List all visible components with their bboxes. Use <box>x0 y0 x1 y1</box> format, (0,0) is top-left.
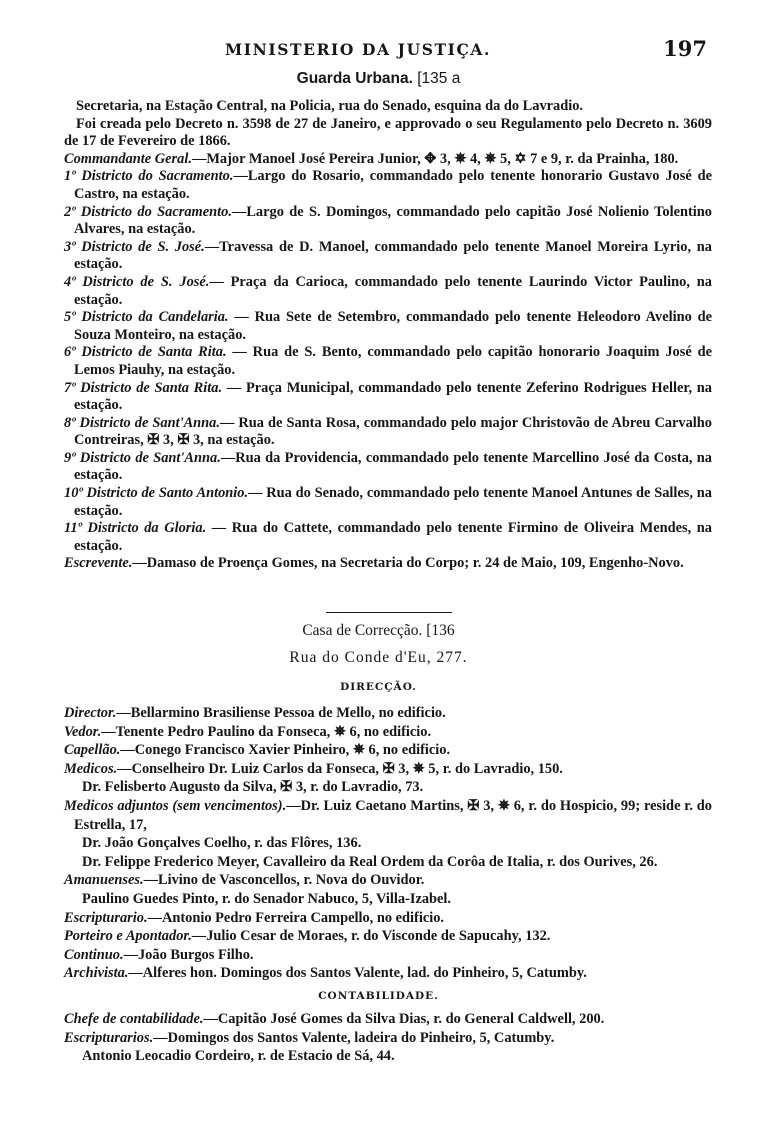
entry-text: —Tenente Pedro Paulino da Fonseca, ✵ 6, no edificio. <box>101 723 432 740</box>
entry-text: —Dr. Luiz Caetano Martins, ✠ 3, ✵ 6, r. do Hospicio, 99; reside r. do Estrella, 17, <box>74 797 712 833</box>
entry-text: —Livino de Vasconcellos, r. Nova do Ouvidor. <box>143 872 425 889</box>
list-item <box>64 239 712 274</box>
entry-text: Antonio Leocadio Cordeiro, r. de Estacio de Sá, 44. <box>82 1048 395 1065</box>
paragraph <box>64 116 712 151</box>
entry-label: 6º Districto de Santa Rita. <box>64 344 227 361</box>
entry-text: — Rua do Senado, commandado pelo tenente Manoel Antunes de Salles, na estação. <box>74 485 712 519</box>
list-item <box>64 555 712 573</box>
section-address: Rua do Conde d'Eu, 277. <box>289 649 468 666</box>
entry-text: — Rua Sete de Setembro, commandado pelo tenente Heleodoro Avelino de Souza Monteiro, na estação. <box>74 309 713 343</box>
list-item <box>64 274 712 309</box>
page-number: 197 <box>663 36 707 61</box>
entry-text: — Rua do Cattete, commandado pelo tenente Firmino de Oliveira Mendes, na estação. <box>74 520 712 554</box>
entry-text: Secretaria, na Estação Central, na Policia, rua do Senado, esquina da do Lavradio. <box>76 98 584 114</box>
entry-label: 10º Districto de Santo Antonio. <box>64 485 249 502</box>
list-item <box>64 927 712 946</box>
list-item <box>64 853 712 872</box>
entry-label: Archivista. <box>64 965 129 982</box>
entry-text: Dr. Felippe Frederico Meyer, Cavalleiro da Real Ordem da Corôa de Italia, r. dos Ourives, 26. <box>82 853 658 870</box>
list-item <box>64 450 712 485</box>
entry-label: 11º Districto da Gloria. <box>64 520 207 537</box>
entry-text: Paulino Guedes Pinto, r. do Senador Nabuco, 5, Villa-Izabel. <box>82 890 452 907</box>
list-item <box>64 723 712 742</box>
entry-label: Medicos. <box>64 760 118 777</box>
direccao-body <box>64 704 712 983</box>
entry-text: —Largo de S. Domingos, commandado pelo capitão José Nolienio Tolentino Alvares, na estação. <box>74 203 713 238</box>
paragraph <box>64 98 712 116</box>
entry-label: 4º Districto de S. José. <box>64 273 210 290</box>
running-title: MINISTERIO DA JUSTIÇA. <box>225 40 492 59</box>
entry-text: —Domingos dos Santos Valente, ladeira do Pinheiro, 5, Catumby. <box>153 1029 555 1046</box>
entry-label: Continuo. <box>64 946 124 963</box>
entry-label: 8º Districto de Sant'Anna. <box>64 414 220 431</box>
entry-label: 2º Districto do Sacramento. <box>64 203 232 220</box>
list-item <box>64 741 712 760</box>
entry-text: —Largo do Rosario, commandado pelo tenente honorario Gustavo José de Castro, na estação. <box>74 168 712 202</box>
entry-text: —Damaso de Proença Gomes, na Secretaria do Corpo; r. 24 de Maio, 109, Engenho-Novo. <box>132 555 684 572</box>
subsection-head-contabilidade: CONTABILIDADE. <box>318 990 439 1002</box>
entry-label: Porteiro e Apontador. <box>64 928 192 945</box>
entry-text: — Rua de Santa Rosa, commandado pelo major Christovão de Abreu Carvalho Contreiras, ✠ 3, ✠ 3, na estação. <box>74 414 713 449</box>
list-item <box>64 797 712 834</box>
entry-text: —Conselheiro Dr. Luiz Carlos da Fonseca, ✠ 3, ✵ 5, r. do Lavradio, 150. <box>117 760 563 777</box>
entry-label: 5º Districto da Candelaria. <box>64 309 229 326</box>
section-note: [135 a <box>417 70 461 87</box>
list-item <box>64 168 712 203</box>
list-item <box>64 909 712 928</box>
entry-text: Dr. João Gonçalves Coelho, r. das Flôres, 136. <box>82 835 362 852</box>
entry-text: — Rua de S. Bento, commandado pelo capitão honorario Joaquim José de Lemos Piauhy, na estação. <box>74 344 712 378</box>
entry-text: Dr. Felisberto Augusto da Silva, ✠ 3, r. do Lavradio, 73. <box>82 779 424 796</box>
entry-text: —Alferes hon. Domingos dos Santos Valente, lad. do Pinheiro, 5, Catumby. <box>128 965 587 982</box>
entry-text: —Antonio Pedro Ferreira Campello, no edificio. <box>147 909 445 926</box>
list-item <box>64 760 712 779</box>
list-item <box>64 204 712 239</box>
entry-label: Chefe de contabilidade. <box>64 1011 204 1027</box>
list-item <box>64 309 712 344</box>
entry-label: Vedor. <box>64 723 102 740</box>
entry-text: Foi creada pelo Decreto n. 3598 de 27 de Janeiro, e approvado o seu Regulamento pelo Decreto n. 3609 de 17 de Fevereiro de 1866. <box>64 115 712 150</box>
section-divider <box>326 612 452 613</box>
entry-label: Escripturario. <box>64 909 148 926</box>
contabilidade-body <box>64 1010 712 1066</box>
entry-label: Escrevente. <box>64 555 133 572</box>
list-item <box>64 1029 712 1048</box>
section-title-text: Guarda Urbana. <box>296 70 413 87</box>
guarda-urbana-body <box>64 98 712 573</box>
entry-label: 7º Districto de Santa Rita. <box>64 379 223 396</box>
section-title-guarda-urbana <box>0 70 757 88</box>
list-item <box>64 871 712 890</box>
entry-label: Escripturarios. <box>64 1029 154 1046</box>
entry-label: Capellão. <box>64 742 121 759</box>
entry-label: Medicos adjuntos (sem vencimentos). <box>64 797 287 814</box>
list-item <box>64 415 712 450</box>
entry-text: — Praça da Carioca, commandado pelo tenente Laurindo Victor Paulino, na estação. <box>74 273 712 308</box>
section-note: [136 <box>426 622 455 639</box>
list-item <box>64 946 712 965</box>
section-title-casa-de-correccao <box>0 622 757 640</box>
entry-label: 9º Districto de Sant'Anna. <box>64 449 221 466</box>
entry-text: —Travessa de D. Manoel, commandado pelo tenente Manoel Moreira Lyrio, na estação. <box>74 238 712 273</box>
entry-text: —Rua da Providencia, commandado pelo tenente Marcellino José da Costa, na estação. <box>74 449 712 484</box>
entry-text: —Conego Francisco Xavier Pinheiro, ✵ 6, no edificio. <box>120 742 451 759</box>
list-item <box>64 151 712 169</box>
entry-text: —Bellarmino Brasiliense Pessoa de Mello, no edificio. <box>116 705 446 721</box>
list-item <box>64 890 712 909</box>
list-item <box>64 520 712 555</box>
list-item <box>64 964 712 983</box>
list-item <box>64 485 712 520</box>
entry-text: —Major Manoel José Pereira Junior, ✥ 3, ✵ 4, ✵ 5, ✡ 7 e 9, r. da Prainha, 180. <box>191 150 679 167</box>
list-item <box>64 834 712 853</box>
entry-label: 1º Districto do Sacramento. <box>64 168 234 185</box>
list-item <box>64 778 712 797</box>
entry-label: Director. <box>64 705 117 721</box>
list-item <box>64 1047 712 1066</box>
list-item <box>64 1010 712 1029</box>
entry-text: — Praça Municipal, commandado pelo tenente Zeferino Rodrigues Heller, na estação. <box>74 379 712 414</box>
list-item <box>64 380 712 415</box>
entry-label: Amanuenses. <box>64 872 144 889</box>
entry-text: —Julio Cesar de Moraes, r. do Visconde de Sapucahy, 132. <box>191 928 551 945</box>
section-title-text: Casa de Correcção. <box>302 622 423 639</box>
entry-label: Commandante Geral. <box>64 150 192 167</box>
list-item <box>64 344 712 379</box>
running-header <box>0 36 757 66</box>
entry-label: 3º Districto de S. José. <box>64 238 205 255</box>
subsection-head-direccao: DIRECÇÃO. <box>340 681 417 693</box>
list-item <box>64 704 712 723</box>
entry-text: —João Burgos Filho. <box>123 946 254 963</box>
entry-text: —Capitão José Gomes da Silva Dias, r. do General Caldwell, 200. <box>203 1011 605 1027</box>
